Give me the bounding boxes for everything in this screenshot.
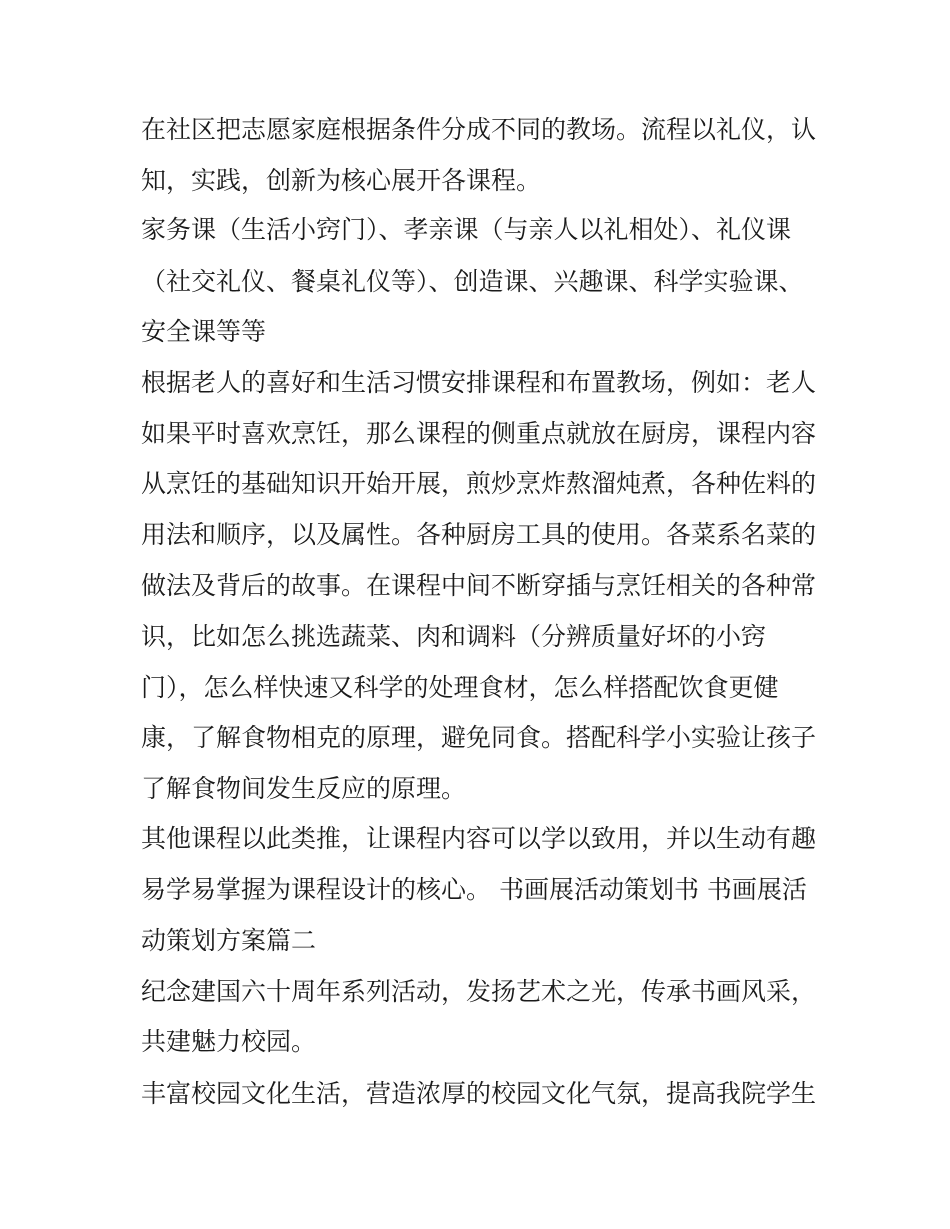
text-line: 了解食物间发生反应的原理。 bbox=[141, 774, 467, 803]
text-line: 根据老人的喜好和生活习惯安排课程和布置教场，例如：老人 bbox=[141, 368, 817, 397]
text-line: 家务课（生活小窍门）、孝亲课（与亲人以礼相处）、礼仪课 bbox=[141, 215, 792, 244]
text-line: 易学易掌握为课程设计的核心。 书画展活动策划书 书画展活 bbox=[141, 875, 807, 904]
text-line: 动策划方案篇二 bbox=[141, 926, 317, 955]
text-line: （社交礼仪、餐桌礼仪等）、创造课、兴趣课、科学实验课、 bbox=[141, 267, 804, 296]
text-line: 安全课等等 bbox=[141, 317, 267, 346]
text-line: 门），怎么样快速又科学的处理食材，怎么样搭配饮食更健 bbox=[141, 673, 779, 702]
text-line: 做法及背后的故事。在课程中间不断穿插与烹饪相关的各种常 bbox=[141, 571, 817, 600]
text-line: 丰富校园文化生活，营造浓厚的校园文化气氛，提高我院学生 bbox=[141, 1079, 817, 1108]
text-line: 从烹饪的基础知识开始开展，煎炒烹炸熬溜炖煮，各种佐料的 bbox=[141, 469, 817, 498]
text-line: 康，了解食物相克的原理，避免同食。搭配科学小实验让孩子 bbox=[141, 723, 817, 752]
text-line: 知，实践，创新为核心展开各课程。 bbox=[141, 166, 542, 195]
text-line: 识，比如怎么挑选蔬菜、肉和调料（分辨质量好坏的小窍 bbox=[141, 622, 767, 651]
text-line: 在社区把志愿家庭根据条件分成不同的教场。流程以礼仪，认 bbox=[141, 115, 817, 144]
text-line: 用法和顺序，以及属性。各种厨房工具的使用。各菜系名菜的 bbox=[141, 520, 817, 549]
text-line: 如果平时喜欢烹饪，那么课程的侧重点就放在厨房，课程内容 bbox=[141, 419, 817, 448]
text-line: 其他课程以此类推，让课程内容可以学以致用，并以生动有趣 bbox=[141, 824, 817, 853]
text-line: 纪念建国六十周年系列活动，发扬艺术之光，传承书画风采， bbox=[141, 977, 817, 1006]
text-line: 共建魅力校园。 bbox=[141, 1027, 317, 1056]
